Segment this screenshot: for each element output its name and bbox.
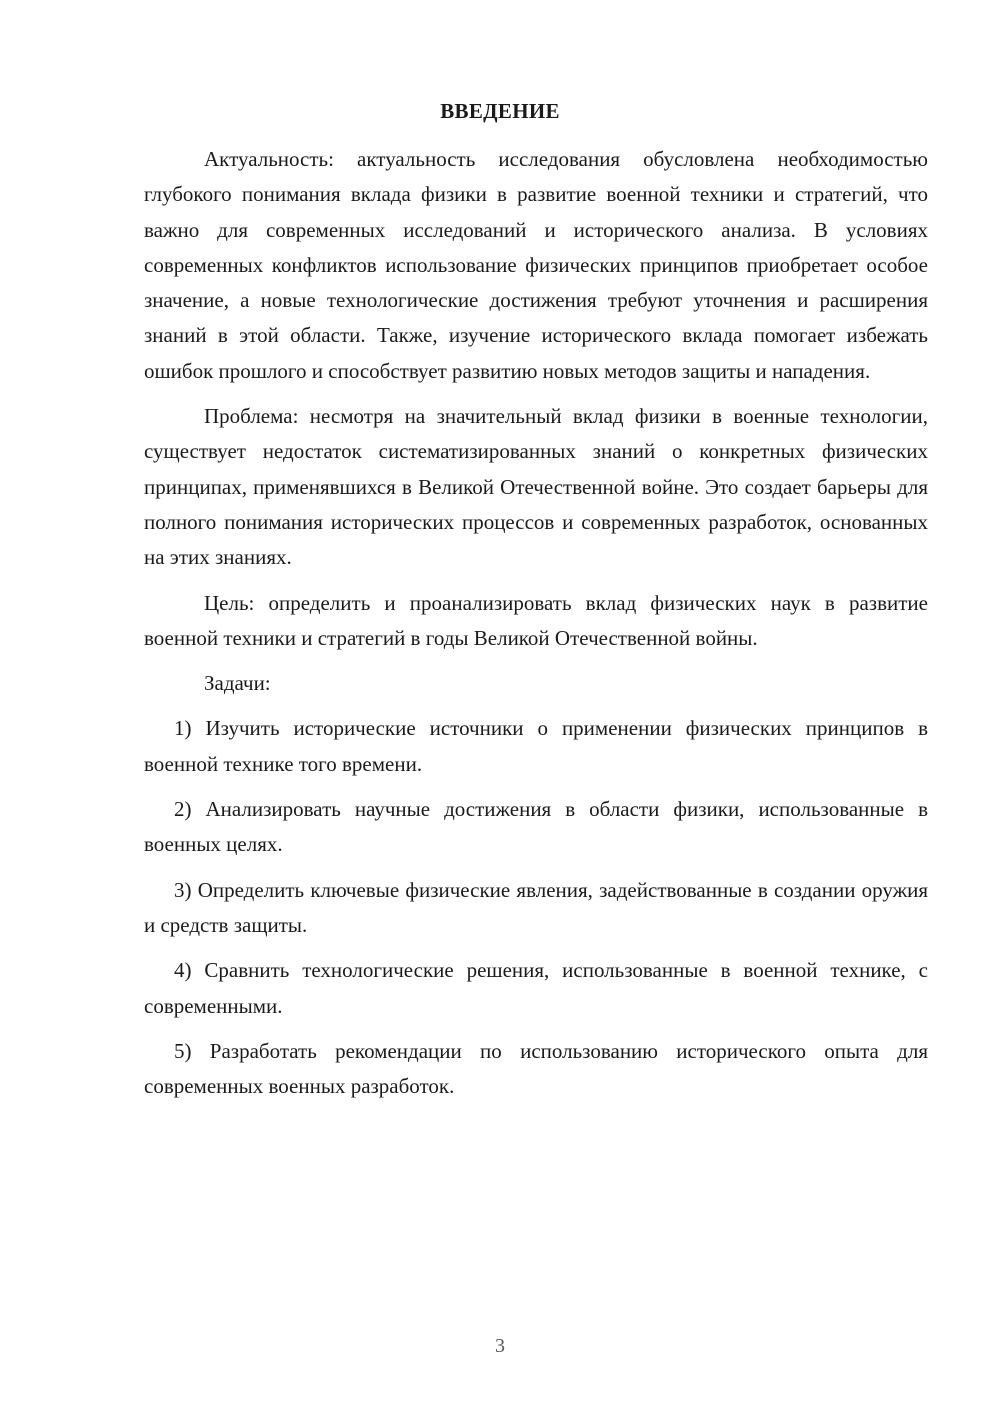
paragraph-relevance: Актуальность: актуальность исследования обусловлена необходимостью глубокого понимания вклада физики в развитие военной техники и стратегий, что важно для современных исследований и исторического анализа. В условиях современных конфликтов использование физических принципов приобретает особое значение, а новые технологические достижения требуют уточнения и расширения знаний в этой области. Также, изучение исторического вклада помогает избежать ошибок прошлого и способствует развитию новых методов защиты и нападения.: [144, 147, 928, 383]
task-item-1: 1) Изучить исторические источники о применении физических принципов в военной технике того времени.: [144, 716, 928, 776]
tasks-heading: Задачи:: [204, 671, 271, 696]
task-item-5: 5) Разработать рекомендации по использованию исторического опыта для современных военных разработок.: [144, 1038, 928, 1099]
paragraph-problem: Проблема: несмотря на значительный вклад физики в военные технологии, существует недостаток систематизированных знаний о конкретных физических принципах, применявшихся в Великой Отечественной войне. Это создает барьеры для полного понимания исторических процессов и современных разработок, основанных на этих знаниях.: [144, 404, 928, 570]
task-item-2: 2) Анализировать научные достижения в области физики, использованные в военных целях.: [144, 797, 928, 857]
page-title: ВВЕДЕНИЕ: [440, 99, 560, 123]
page-number: 3: [495, 1335, 505, 1357]
task-item-4: 4) Сравнить технологические решения, использованные в военной технике, с современными.: [144, 958, 928, 1018]
document-body: [144, 142, 928, 1114]
task-item-3: 3) Определить ключевые физические явления, задействованные в создании оружия и средств защиты.: [144, 877, 928, 937]
paragraph-goal: Цель: определить и проанализировать вклад физических наук в развитие военной техники и стратегий в годы Великой Отечественной войны.: [144, 590, 928, 650]
